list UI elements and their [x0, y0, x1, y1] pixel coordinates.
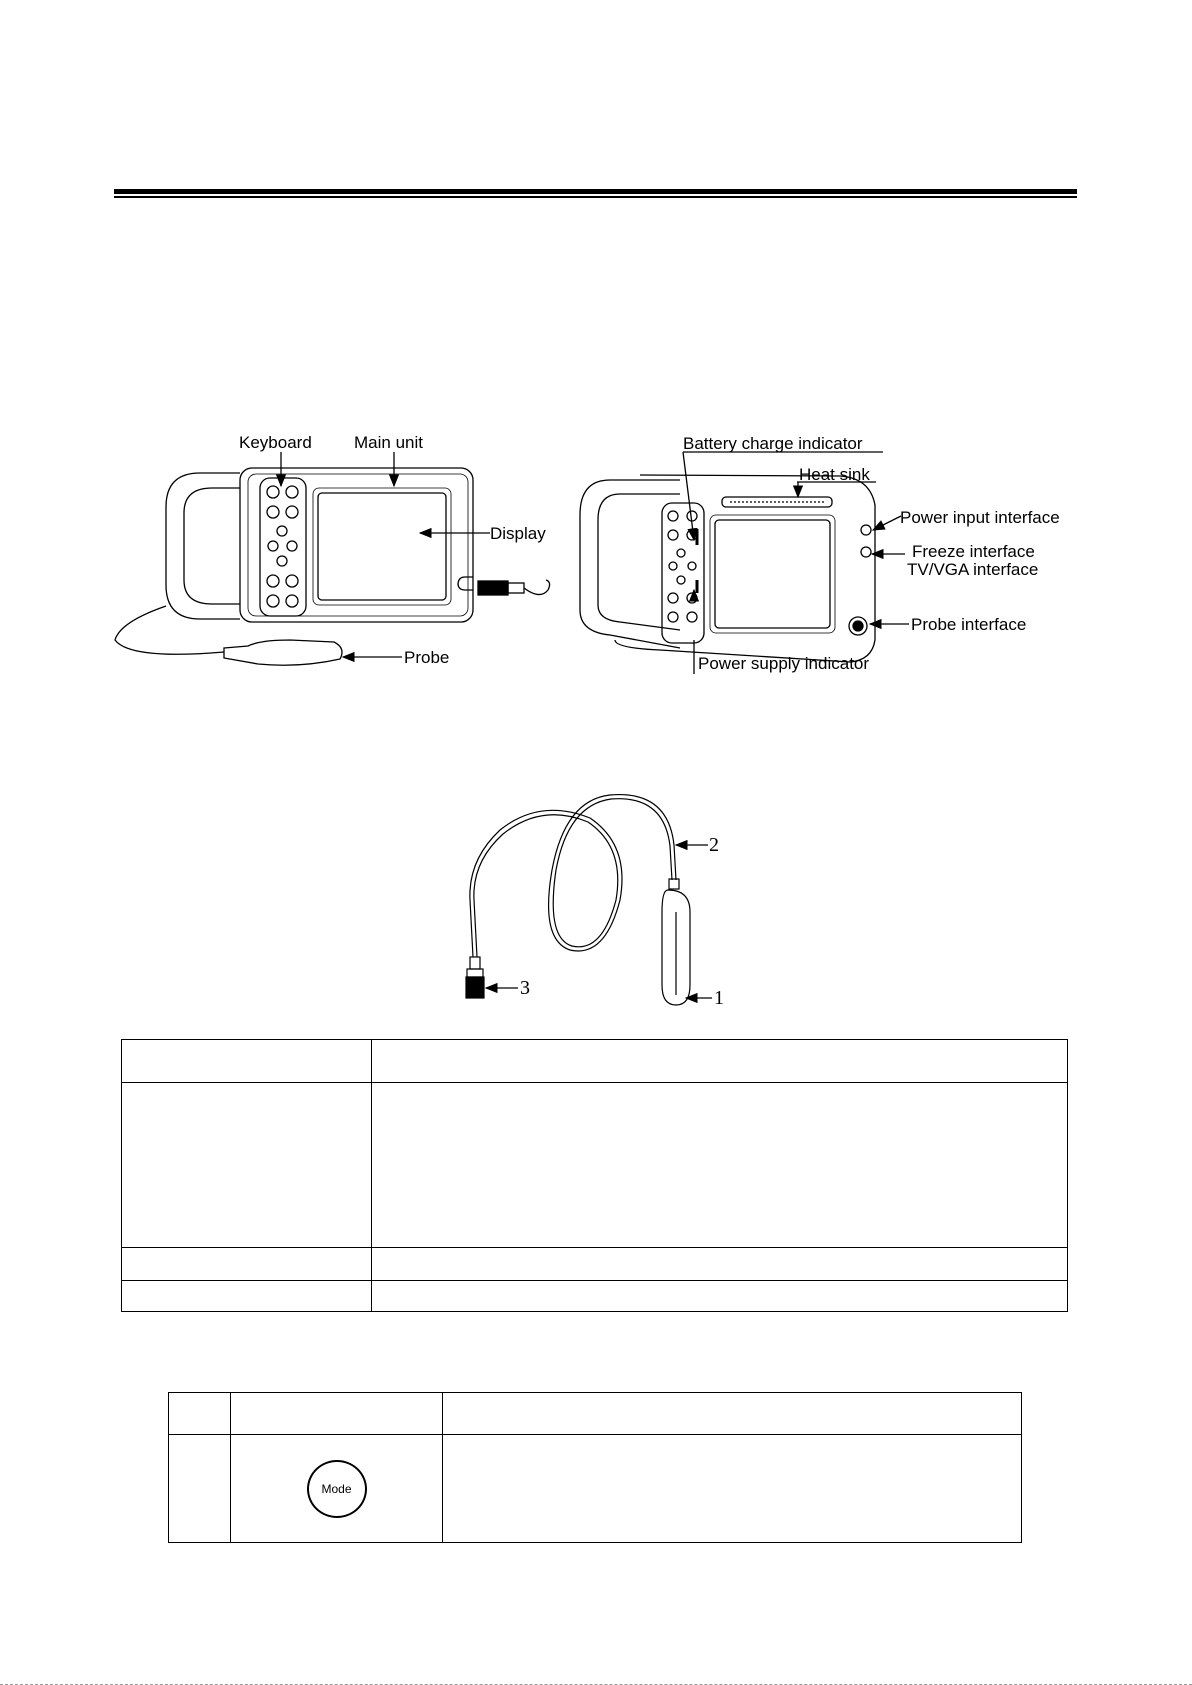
key-table	[168, 1392, 1022, 1543]
table-cell	[122, 1040, 372, 1083]
label-battery-charge-indicator: Battery charge indicator	[683, 434, 863, 453]
label-display: Display	[490, 524, 546, 543]
probe-drawing	[466, 795, 690, 1005]
table-row	[122, 1083, 1068, 1248]
label-main-unit: Main unit	[354, 433, 423, 452]
figure2-leaders	[486, 845, 712, 998]
table-cell	[122, 1281, 372, 1312]
mode-button-label: Mode	[321, 1481, 352, 1496]
perspective-view-device	[580, 475, 875, 662]
table-row	[122, 1281, 1068, 1312]
table-cell	[231, 1435, 443, 1543]
table-cell	[231, 1393, 443, 1435]
label-freeze-interface: Freeze interface	[912, 542, 1035, 561]
table-row	[169, 1435, 1022, 1543]
label-probe-interface: Probe interface	[911, 615, 1027, 634]
table-row	[122, 1248, 1068, 1281]
label-power-input-interface: Power input interface	[900, 508, 1060, 527]
mode-button-icon	[307, 1460, 367, 1518]
table-row	[169, 1393, 1022, 1435]
label-tv-vga-interface: TV/VGA interface	[907, 560, 1039, 579]
label-keyboard: Keyboard	[239, 433, 312, 452]
table-cell	[372, 1040, 1068, 1083]
label-probe: Probe	[404, 648, 450, 667]
table-cell	[372, 1248, 1068, 1281]
table-cell	[122, 1248, 372, 1281]
table-cell	[372, 1083, 1068, 1248]
front-view-device	[115, 468, 550, 665]
table-cell	[443, 1435, 1022, 1543]
table-cell	[169, 1435, 231, 1543]
callout-3: 3	[520, 977, 530, 999]
spec-table	[121, 1039, 1068, 1312]
figure1-leaders	[281, 452, 909, 674]
table-row	[122, 1040, 1068, 1083]
table-cell	[169, 1393, 231, 1435]
label-power-supply-indicator: Power supply indicator	[698, 654, 870, 673]
callout-2: 2	[709, 834, 719, 856]
table-cell	[372, 1281, 1068, 1312]
table-cell	[122, 1083, 372, 1248]
label-heat-sink: Heat sink	[799, 465, 870, 484]
table-cell	[443, 1393, 1022, 1435]
callout-1: 1	[714, 987, 724, 1009]
